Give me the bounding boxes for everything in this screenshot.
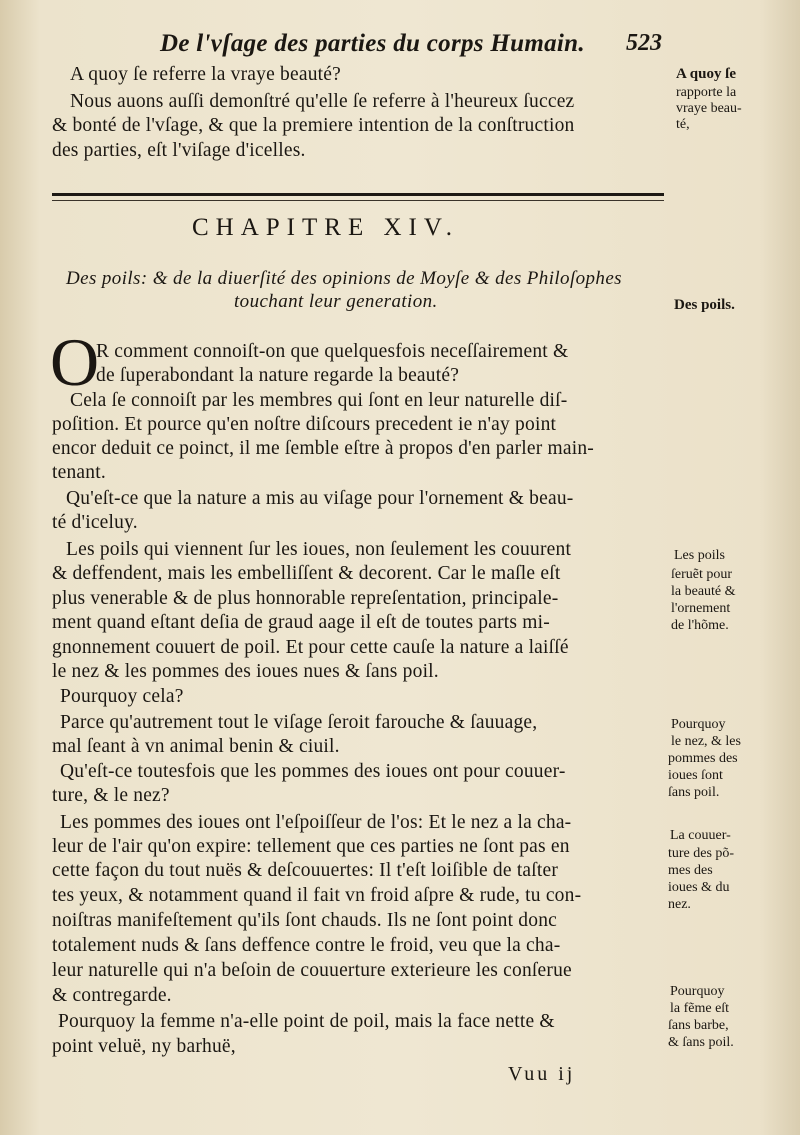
margin-note: pommes des [668,751,738,766]
body-line: Les poils qui viennent ſur les ioues, non ſeulement les couurent [66,539,572,560]
margin-note: nez. [668,897,691,912]
margin-note: La couuer- [670,828,731,843]
body-line: poſition. Et pource qu'en noſtre diſcours precedent ie n'ay point [52,414,557,435]
body-line: ment quand eſtant deſia de graud aage il eſt de toutes parts mi- [52,612,550,633]
margin-note: Des poils. [674,297,735,313]
chapter-subtitle: Des poils: & de la diuerſité des opinions de Moyſe & des Philoſophes [66,268,622,289]
body-line: leur naturelle qui n'a beſoin de couuerture exterieure les conſerue [52,960,572,981]
margin-note: té, [676,117,690,132]
margin-note: Pourquoy [670,984,725,999]
margin-note: la beauté & [671,584,736,599]
body-line: & contregarde. [52,985,172,1006]
body-line: Pourquoy la femme n'a-elle point de poil, mais la face nette & [58,1011,555,1032]
body-line: mal ſeant à vn animal benin & ciuil. [52,736,340,757]
body-line: gnonnement couuert de poil. Et pour cette cauſe la nature a laiſſé [52,637,569,658]
body-line: Parce qu'autrement tout le viſage ſeroit farouche & ſauuage, [60,712,538,733]
margin-note: ture des põ- [668,846,735,861]
margin-note: la fẽme eſt [670,1001,730,1016]
body-line: Qu'eſt-ce toutesfois que les pommes des ioues ont pour couuer- [60,761,566,782]
margin-note: l'ornement [671,601,731,616]
top-text-line: des parties, eſt l'viſage d'icelles. [52,140,306,161]
body-line: de ſuperabondant la nature regarde la beauté? [96,365,460,386]
body-line: tes yeux, & notamment quand il fait vn froid aſpre & rude, tu con- [52,885,582,906]
chapter-heading: CHAPITRE XIV. [192,214,459,241]
body-line: té d'iceluy. [52,512,138,533]
body-line: leur de l'air qu'on expire: tellement que ces parties ne ſont pas en [52,836,570,857]
top-text-line: A quoy ſe referre la vraye beauté? [70,64,341,85]
chapter-subtitle: touchant leur generation. [234,291,438,312]
signature-mark: Vuu ij [508,1063,576,1085]
body-line: tenant. [52,462,106,483]
margin-note: mes des [668,863,713,878]
page-number: 523 [626,30,662,56]
body-line: noiſtras manifeſtement qu'ils ſont chauds. Ils ne ſont point donc [52,910,558,931]
margin-note: A quoy ſe [676,66,737,82]
body-line: ture, & le nez? [52,785,170,806]
body-line: Cela ſe connoiſt par les membres qui ſont en leur naturelle diſ- [70,390,568,411]
margin-note: ioues ſont [668,768,723,783]
margin-note: le nez, & les [671,734,741,749]
running-title: De l'vſage des parties du corps Humain. [160,30,585,57]
body-line: le nez & les pommes des ioues nues & ſans poil. [52,661,439,682]
margin-note: & ſans poil. [668,1035,734,1050]
margin-note: ſans barbe, [668,1018,729,1033]
section-rule [52,193,664,201]
margin-note: vraye beau- [676,101,742,116]
drop-cap: O [50,324,100,400]
top-text-line: & bonté de l'vſage, & que la premiere intention de la conſtruction [52,115,575,136]
body-line: Les pommes des ioues ont l'eſpoiſſeur de l'os: Et le nez a la cha- [60,812,572,833]
top-text-line: Nous auons auſſi demonſtré qu'elle ſe referre à l'heureux ſuccez [70,91,575,112]
margin-note: de l'hõme. [671,618,729,633]
margin-note: Les poils [674,548,725,563]
body-line: point veluë, ny barhuë, [52,1036,236,1057]
body-line: cette façon du tout nuës & deſcouuertes: Il t'eſt loiſible de taſter [52,860,559,881]
body-line: R comment connoiſt-on que quelquesfois neceſſairement & [96,341,569,362]
page-header [0,28,800,68]
margin-note: ſeruẽt pour [671,567,733,582]
body-line: & deffendent, mais les embelliſſent & decorent. Car le maſle eſt [52,563,561,584]
body-line: totalement nuds & ſans deffence contre le froid, veu que la cha- [52,935,561,956]
body-line: plus venerable & de plus honnorable repreſentation, principale- [52,588,559,609]
margin-note: ioues & du [668,880,730,895]
margin-note: rapporte la [676,85,737,100]
body-line: Pourquoy cela? [60,686,184,707]
body-line: encor deduit ce poinct, il me ſemble eſtre à propos d'en parler main- [52,438,594,459]
margin-note: ſans poil. [668,785,720,800]
body-line: Qu'eſt-ce que la nature a mis au viſage pour l'ornement & beau- [66,488,574,509]
margin-note: Pourquoy [671,717,726,732]
